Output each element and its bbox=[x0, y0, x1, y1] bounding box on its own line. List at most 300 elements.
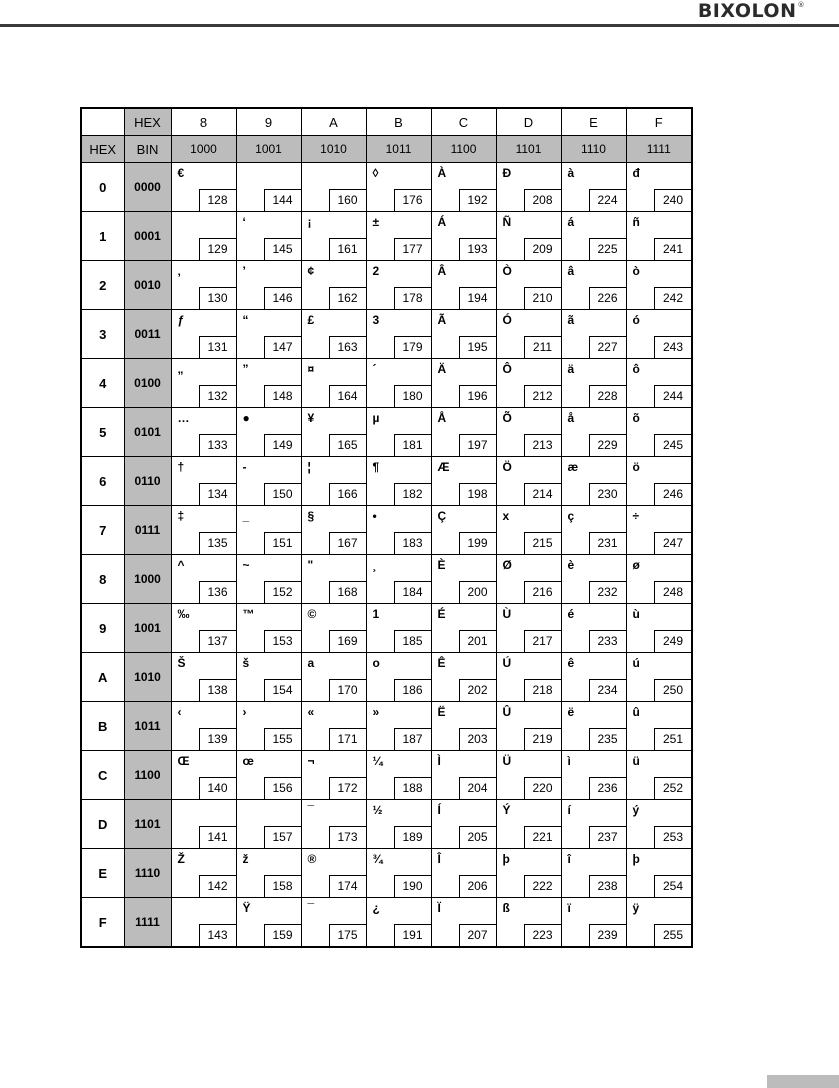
glyph: « bbox=[307, 705, 315, 719]
char-cell bbox=[301, 898, 366, 948]
row-bin-header: 1100 bbox=[124, 751, 171, 800]
char-cell bbox=[366, 212, 431, 261]
char-cell bbox=[366, 800, 431, 849]
glyph: Æ bbox=[437, 460, 450, 474]
glyph: - bbox=[242, 460, 247, 474]
row-bin-header: 0110 bbox=[124, 457, 171, 506]
glyph: Ù bbox=[502, 607, 512, 621]
char-row bbox=[81, 800, 692, 849]
char-cell bbox=[561, 408, 626, 457]
decimal-code: 213 bbox=[524, 434, 561, 456]
decimal-code: 245 bbox=[654, 434, 691, 456]
col-bin-header: 1110 bbox=[561, 136, 626, 163]
decimal-code: 249 bbox=[654, 630, 691, 652]
glyph: 3 bbox=[372, 313, 380, 327]
char-cell bbox=[366, 310, 431, 359]
char-cell bbox=[626, 653, 692, 702]
char-cell bbox=[236, 555, 301, 604]
col-bin-header: 1010 bbox=[301, 136, 366, 163]
char-cell bbox=[301, 751, 366, 800]
char-cell bbox=[236, 653, 301, 702]
glyph: _ bbox=[242, 509, 250, 523]
glyph: þ bbox=[632, 852, 640, 866]
char-cell bbox=[496, 359, 561, 408]
glyph: È bbox=[437, 558, 446, 572]
glyph: “ bbox=[242, 313, 249, 327]
glyph: ƒ bbox=[177, 313, 185, 327]
char-row bbox=[81, 898, 692, 948]
col-bin-header: 1000 bbox=[171, 136, 236, 163]
col-bin-header: 1100 bbox=[431, 136, 496, 163]
row-hex-header: 1 bbox=[81, 212, 124, 261]
char-cell bbox=[561, 751, 626, 800]
decimal-code: 206 bbox=[459, 875, 496, 897]
char-row bbox=[81, 604, 692, 653]
row-hex-header: 3 bbox=[81, 310, 124, 359]
decimal-code: 173 bbox=[329, 826, 366, 848]
decimal-code: 253 bbox=[654, 826, 691, 848]
glyph: » bbox=[372, 705, 380, 719]
glyph: Ñ bbox=[502, 215, 512, 229]
char-cell bbox=[171, 163, 236, 212]
decimal-code: 189 bbox=[394, 826, 431, 848]
glyph: â bbox=[567, 264, 575, 278]
glyph: Í bbox=[437, 803, 441, 817]
char-cell bbox=[171, 898, 236, 948]
decimal-code: 166 bbox=[329, 483, 366, 505]
char-cell bbox=[366, 555, 431, 604]
char-cell bbox=[301, 506, 366, 555]
row-bin-header: 1000 bbox=[124, 555, 171, 604]
glyph: ” bbox=[242, 362, 249, 376]
decimal-code: 135 bbox=[199, 532, 236, 554]
decimal-code: 224 bbox=[589, 189, 626, 211]
char-row bbox=[81, 653, 692, 702]
decimal-code: 196 bbox=[459, 385, 496, 407]
decimal-code: 185 bbox=[394, 630, 431, 652]
char-cell bbox=[301, 261, 366, 310]
char-cell bbox=[301, 359, 366, 408]
char-cell bbox=[236, 212, 301, 261]
decimal-code: 216 bbox=[524, 581, 561, 603]
char-row bbox=[81, 310, 692, 359]
glyph: Õ bbox=[502, 411, 512, 425]
decimal-code: 201 bbox=[459, 630, 496, 652]
char-cell bbox=[496, 261, 561, 310]
char-cell bbox=[431, 849, 496, 898]
decimal-code: 164 bbox=[329, 385, 366, 407]
glyph: ¾ bbox=[372, 852, 383, 866]
glyph: ¯ bbox=[307, 901, 315, 915]
row-hex-header: D bbox=[81, 800, 124, 849]
decimal-code: 223 bbox=[524, 924, 561, 946]
glyph: ± bbox=[372, 215, 380, 229]
char-cell bbox=[236, 898, 301, 948]
decimal-code: 158 bbox=[264, 875, 301, 897]
decimal-code: 143 bbox=[199, 924, 236, 946]
char-cell bbox=[431, 506, 496, 555]
char-cell bbox=[236, 849, 301, 898]
char-cell bbox=[171, 653, 236, 702]
decimal-code: 193 bbox=[459, 238, 496, 260]
row-bin-header: 0100 bbox=[124, 359, 171, 408]
char-cell bbox=[236, 506, 301, 555]
glyph: ù bbox=[632, 607, 640, 621]
decimal-code: 225 bbox=[589, 238, 626, 260]
decimal-code: 247 bbox=[654, 532, 691, 554]
glyph: Ø bbox=[502, 558, 512, 572]
glyph: Ô bbox=[502, 362, 512, 376]
char-cell bbox=[366, 457, 431, 506]
decimal-code: 244 bbox=[654, 385, 691, 407]
decimal-code: 168 bbox=[329, 581, 366, 603]
decimal-code: 167 bbox=[329, 532, 366, 554]
glyph: ß bbox=[502, 901, 510, 915]
char-cell bbox=[431, 751, 496, 800]
char-cell bbox=[171, 604, 236, 653]
glyph: ● bbox=[242, 411, 250, 425]
decimal-code: 252 bbox=[654, 777, 691, 799]
decimal-code: 222 bbox=[524, 875, 561, 897]
char-cell bbox=[561, 653, 626, 702]
char-cell bbox=[496, 212, 561, 261]
glyph: Ä bbox=[437, 362, 447, 376]
col-hex-header: 8 bbox=[171, 108, 236, 136]
decimal-code: 155 bbox=[264, 728, 301, 750]
char-cell bbox=[301, 555, 366, 604]
corner-cell bbox=[81, 108, 124, 136]
char-cell bbox=[431, 261, 496, 310]
row-bin-header: 1110 bbox=[124, 849, 171, 898]
char-row bbox=[81, 702, 692, 751]
decimal-code: 139 bbox=[199, 728, 236, 750]
char-cell bbox=[366, 702, 431, 751]
glyph: ô bbox=[632, 362, 640, 376]
glyph: Û bbox=[502, 705, 512, 719]
char-cell bbox=[496, 163, 561, 212]
char-cell bbox=[561, 898, 626, 948]
glyph: € bbox=[177, 166, 185, 180]
char-row bbox=[81, 163, 692, 212]
char-cell bbox=[431, 310, 496, 359]
glyph: ú bbox=[632, 656, 640, 670]
decimal-code: 246 bbox=[654, 483, 691, 505]
row-hex-header: 4 bbox=[81, 359, 124, 408]
decimal-code: 210 bbox=[524, 287, 561, 309]
glyph: à bbox=[567, 166, 575, 180]
glyph: § bbox=[307, 509, 315, 523]
glyph: š bbox=[242, 656, 250, 670]
code-page-table-container bbox=[80, 107, 693, 948]
glyph: û bbox=[632, 705, 640, 719]
glyph: ’ bbox=[242, 264, 246, 278]
glyph: " bbox=[307, 558, 314, 572]
char-cell bbox=[431, 604, 496, 653]
decimal-code: 230 bbox=[589, 483, 626, 505]
char-cell bbox=[366, 506, 431, 555]
row-hex-header: 6 bbox=[81, 457, 124, 506]
row-hex-header: B bbox=[81, 702, 124, 751]
glyph: Đ bbox=[502, 166, 512, 180]
char-cell bbox=[301, 310, 366, 359]
decimal-code: 129 bbox=[199, 238, 236, 260]
glyph: Á bbox=[437, 215, 447, 229]
char-cell bbox=[366, 261, 431, 310]
char-cell bbox=[626, 800, 692, 849]
glyph: „ bbox=[177, 362, 184, 376]
glyph: ‡ bbox=[177, 509, 185, 523]
char-cell bbox=[236, 163, 301, 212]
decimal-code: 144 bbox=[264, 189, 301, 211]
row-bin-header: 0111 bbox=[124, 506, 171, 555]
glyph: è bbox=[567, 558, 575, 572]
decimal-code: 204 bbox=[459, 777, 496, 799]
decimal-code: 184 bbox=[394, 581, 431, 603]
glyph: À bbox=[437, 166, 447, 180]
decimal-code: 146 bbox=[264, 287, 301, 309]
decimal-code: 209 bbox=[524, 238, 561, 260]
char-cell bbox=[301, 702, 366, 751]
row-bin-header: 0011 bbox=[124, 310, 171, 359]
char-cell bbox=[366, 163, 431, 212]
glyph: ◊ bbox=[372, 166, 379, 180]
glyph: ü bbox=[632, 754, 640, 768]
col-hex-header: F bbox=[626, 108, 692, 136]
glyph: Ã bbox=[437, 313, 447, 327]
glyph: ¡ bbox=[307, 215, 312, 229]
char-cell bbox=[626, 408, 692, 457]
decimal-code: 178 bbox=[394, 287, 431, 309]
glyph: • bbox=[372, 509, 377, 523]
decimal-code: 165 bbox=[329, 434, 366, 456]
decimal-code: 182 bbox=[394, 483, 431, 505]
glyph: ¯ bbox=[307, 803, 315, 817]
glyph: Ü bbox=[502, 754, 512, 768]
decimal-code: 187 bbox=[394, 728, 431, 750]
code-page-table bbox=[80, 107, 693, 948]
glyph: ¿ bbox=[372, 901, 380, 915]
decimal-code: 181 bbox=[394, 434, 431, 456]
char-cell bbox=[626, 163, 692, 212]
decimal-code: 243 bbox=[654, 336, 691, 358]
char-cell bbox=[496, 604, 561, 653]
glyph: ¼ bbox=[372, 754, 383, 768]
char-cell bbox=[496, 800, 561, 849]
char-cell bbox=[301, 604, 366, 653]
glyph: ÿ bbox=[632, 901, 640, 915]
char-cell bbox=[301, 163, 366, 212]
char-cell bbox=[626, 310, 692, 359]
row-hex-header: 0 bbox=[81, 163, 124, 212]
row-hex-header: F bbox=[81, 898, 124, 948]
glyph: Ó bbox=[502, 313, 512, 327]
glyph: ø bbox=[632, 558, 640, 572]
decimal-code: 145 bbox=[264, 238, 301, 260]
page-footer-tab bbox=[767, 1075, 839, 1088]
decimal-code: 250 bbox=[654, 679, 691, 701]
glyph: É bbox=[437, 607, 446, 621]
char-cell bbox=[236, 751, 301, 800]
decimal-code: 157 bbox=[264, 826, 301, 848]
decimal-code: 153 bbox=[264, 630, 301, 652]
char-row bbox=[81, 359, 692, 408]
decimal-code: 162 bbox=[329, 287, 366, 309]
char-cell bbox=[561, 212, 626, 261]
glyph: ¦ bbox=[307, 460, 311, 474]
decimal-code: 199 bbox=[459, 532, 496, 554]
decimal-code: 149 bbox=[264, 434, 301, 456]
char-cell bbox=[431, 408, 496, 457]
glyph: ‰ bbox=[177, 607, 190, 621]
glyph: ½ bbox=[372, 803, 383, 817]
decimal-code: 176 bbox=[394, 189, 431, 211]
decimal-code: 163 bbox=[329, 336, 366, 358]
decimal-code: 200 bbox=[459, 581, 496, 603]
brand-logo: BIXOLON® bbox=[697, 0, 805, 22]
decimal-code: 212 bbox=[524, 385, 561, 407]
char-cell bbox=[496, 506, 561, 555]
row-bin-header: 0001 bbox=[124, 212, 171, 261]
decimal-code: 131 bbox=[199, 336, 236, 358]
decimal-code: 198 bbox=[459, 483, 496, 505]
char-cell bbox=[561, 800, 626, 849]
glyph: ÷ bbox=[632, 509, 640, 523]
char-row bbox=[81, 506, 692, 555]
row-bin-header: 0000 bbox=[124, 163, 171, 212]
decimal-code: 218 bbox=[524, 679, 561, 701]
decimal-code: 191 bbox=[394, 924, 431, 946]
col-bin-header: 1011 bbox=[366, 136, 431, 163]
glyph: ´ bbox=[372, 362, 377, 376]
char-cell bbox=[366, 408, 431, 457]
glyph: Î bbox=[437, 852, 441, 866]
glyph: ò bbox=[632, 264, 640, 278]
glyph: ‚ bbox=[177, 264, 181, 278]
row-hex-header: 9 bbox=[81, 604, 124, 653]
glyph: † bbox=[177, 460, 185, 474]
glyph: ¤ bbox=[307, 362, 315, 376]
decimal-code: 239 bbox=[589, 924, 626, 946]
decimal-code: 219 bbox=[524, 728, 561, 750]
decimal-code: 234 bbox=[589, 679, 626, 701]
char-cell bbox=[236, 310, 301, 359]
row-bin-header: 1111 bbox=[124, 898, 171, 948]
decimal-code: 150 bbox=[264, 483, 301, 505]
decimal-code: 190 bbox=[394, 875, 431, 897]
glyph: 2 bbox=[372, 264, 380, 278]
hex-header-row bbox=[81, 108, 692, 136]
row-bin-header: 1011 bbox=[124, 702, 171, 751]
decimal-code: 215 bbox=[524, 532, 561, 554]
decimal-code: 136 bbox=[199, 581, 236, 603]
decimal-code: 130 bbox=[199, 287, 236, 309]
glyph: Ý bbox=[502, 803, 511, 817]
decimal-code: 128 bbox=[199, 189, 236, 211]
decimal-code: 151 bbox=[264, 532, 301, 554]
decimal-code: 242 bbox=[654, 287, 691, 309]
glyph: Ú bbox=[502, 656, 512, 670]
char-cell bbox=[626, 555, 692, 604]
char-cell bbox=[626, 359, 692, 408]
decimal-code: 175 bbox=[329, 924, 366, 946]
char-cell bbox=[366, 653, 431, 702]
char-cell bbox=[301, 849, 366, 898]
char-row bbox=[81, 457, 692, 506]
char-cell bbox=[171, 555, 236, 604]
col-bin-header: 1111 bbox=[626, 136, 692, 163]
glyph: ¬ bbox=[307, 754, 315, 768]
glyph: í bbox=[567, 803, 571, 817]
glyph: Ì bbox=[437, 754, 441, 768]
decimal-code: 236 bbox=[589, 777, 626, 799]
char-cell bbox=[431, 555, 496, 604]
glyph: œ bbox=[242, 754, 254, 768]
char-cell bbox=[301, 212, 366, 261]
glyph: æ bbox=[567, 460, 579, 474]
char-cell bbox=[236, 604, 301, 653]
decimal-code: 231 bbox=[589, 532, 626, 554]
decimal-code: 235 bbox=[589, 728, 626, 750]
row-bin-header: 1010 bbox=[124, 653, 171, 702]
decimal-code: 226 bbox=[589, 287, 626, 309]
char-row bbox=[81, 751, 692, 800]
char-cell bbox=[366, 359, 431, 408]
decimal-code: 161 bbox=[329, 238, 366, 260]
decimal-code: 211 bbox=[524, 336, 561, 358]
char-cell bbox=[366, 849, 431, 898]
row-bin-header: 1101 bbox=[124, 800, 171, 849]
glyph: ™ bbox=[242, 607, 255, 621]
char-cell bbox=[171, 457, 236, 506]
glyph: é bbox=[567, 607, 575, 621]
hex-label: HEX bbox=[124, 108, 171, 136]
decimal-code: 156 bbox=[264, 777, 301, 799]
glyph: ® bbox=[307, 852, 317, 866]
col-hex-header: B bbox=[366, 108, 431, 136]
header-divider bbox=[0, 24, 839, 27]
decimal-code: 174 bbox=[329, 875, 366, 897]
decimal-code: 138 bbox=[199, 679, 236, 701]
glyph: ê bbox=[567, 656, 575, 670]
decimal-code: 169 bbox=[329, 630, 366, 652]
glyph: Ò bbox=[502, 264, 512, 278]
decimal-code: 177 bbox=[394, 238, 431, 260]
char-cell bbox=[496, 457, 561, 506]
bin-label: BIN bbox=[124, 136, 171, 163]
glyph: ì bbox=[567, 754, 571, 768]
glyph: ç bbox=[567, 509, 575, 523]
glyph: a bbox=[307, 656, 315, 670]
char-cell bbox=[626, 604, 692, 653]
glyph: á bbox=[567, 215, 575, 229]
glyph: © bbox=[307, 607, 317, 621]
decimal-code: 229 bbox=[589, 434, 626, 456]
glyph: … bbox=[177, 411, 190, 425]
decimal-code: 192 bbox=[459, 189, 496, 211]
char-cell bbox=[236, 408, 301, 457]
char-cell bbox=[431, 800, 496, 849]
char-cell bbox=[496, 702, 561, 751]
char-cell bbox=[171, 800, 236, 849]
char-cell bbox=[431, 212, 496, 261]
char-cell bbox=[561, 849, 626, 898]
char-row bbox=[81, 849, 692, 898]
decimal-code: 194 bbox=[459, 287, 496, 309]
decimal-code: 171 bbox=[329, 728, 366, 750]
decimal-code: 170 bbox=[329, 679, 366, 701]
char-cell bbox=[171, 506, 236, 555]
glyph: å bbox=[567, 411, 575, 425]
